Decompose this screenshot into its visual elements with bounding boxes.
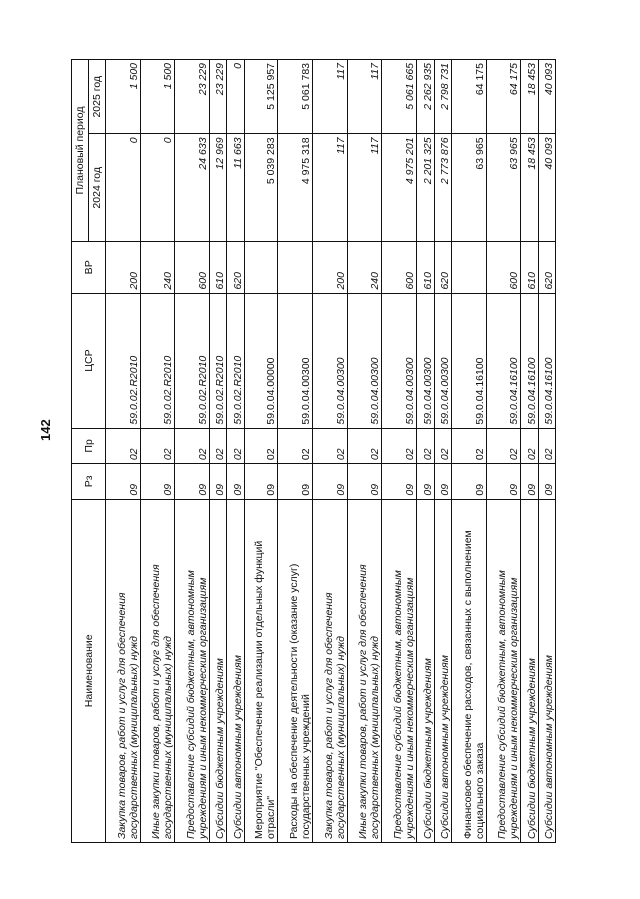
cell-2025: 117 — [313, 60, 348, 134]
cell-rz: 09 — [434, 464, 451, 499]
cell-pr: 02 — [278, 428, 313, 463]
cell-csr: 59.0.04.16100 — [451, 293, 486, 428]
cell-2024: 5 039 283 — [244, 134, 278, 242]
table-row — [244, 60, 278, 843]
cell-vr: 240 — [347, 242, 382, 294]
cell-2025: 1 500 — [140, 60, 175, 134]
cell-name: Закупка товаров, работ и услуг для обеспечения государственных (муниципальных) нужд — [313, 499, 348, 842]
cell-2024: 2 201 325 — [417, 134, 434, 242]
cell-2025: 5 125 957 — [244, 60, 278, 134]
cell-csr: 59.0.02.R2010 — [140, 293, 175, 428]
cell-vr: 620 — [227, 242, 244, 294]
cell-name: Расходы на обеспечение деятельности (оказание услуг) государственных учреждений — [278, 499, 313, 842]
cell-vr: 620 — [434, 242, 451, 294]
cell-rz: 09 — [486, 464, 521, 499]
header-pr: Пр — [72, 428, 106, 463]
cell-rz: 09 — [347, 464, 382, 499]
table-row — [140, 60, 175, 843]
table-row — [210, 60, 227, 843]
cell-2025: 18 453 — [521, 60, 538, 134]
cell-csr: 59.0.04.00300 — [313, 293, 348, 428]
cell-2024: 24 633 — [175, 134, 210, 242]
cell-2024: 2 773 876 — [434, 134, 451, 242]
cell-pr: 02 — [313, 428, 348, 463]
cell-2025: 40 093 — [538, 60, 555, 134]
cell-vr — [278, 242, 313, 294]
cell-pr: 02 — [538, 428, 555, 463]
cell-2024: 117 — [347, 134, 382, 242]
cell-pr: 02 — [451, 428, 486, 463]
cell-vr: 200 — [313, 242, 348, 294]
cell-2024: 18 453 — [521, 134, 538, 242]
cell-2024: 4 975 201 — [382, 134, 417, 242]
cell-name: Предоставление субсидий бюджетным, автономным учреждениям и иным некоммерческим организациям — [486, 499, 521, 842]
table-row — [521, 60, 538, 843]
cell-vr: 600 — [175, 242, 210, 294]
cell-name: Иные закупки товаров, работ и услуг для обеспечения государственных (муниципальных) нужд — [347, 499, 382, 842]
cell-name: Субсидии автономным учреждениям — [227, 499, 244, 842]
table-row — [347, 60, 382, 843]
cell-name: Закупка товаров, работ и услуг для обеспечения государственных (муниципальных) нужд — [106, 499, 141, 842]
cell-2025: 1 500 — [106, 60, 141, 134]
cell-csr: 59.0.04.00000 — [244, 293, 278, 428]
cell-2025: 23 229 — [175, 60, 210, 134]
cell-name: Субсидии бюджетным учреждениям — [210, 499, 227, 842]
cell-2024: 0 — [106, 134, 141, 242]
cell-vr — [451, 242, 486, 294]
cell-csr: 59.0.02.R2010 — [175, 293, 210, 428]
cell-name: Иные закупки товаров, работ и услуг для обеспечения государственных (муниципальных) нужд — [140, 499, 175, 842]
cell-name: Субсидии автономным учреждениям — [434, 499, 451, 842]
cell-2024: 63 965 — [486, 134, 521, 242]
table-header — [72, 60, 106, 843]
cell-rz: 09 — [106, 464, 141, 499]
cell-pr: 02 — [175, 428, 210, 463]
cell-csr: 59.0.04.16100 — [538, 293, 555, 428]
cell-vr: 240 — [140, 242, 175, 294]
table-row — [278, 60, 313, 843]
cell-name: Финансовое обеспечение расходов, связанных с выполнением социального заказа — [451, 499, 486, 842]
cell-vr: 620 — [538, 242, 555, 294]
cell-name: Субсидии бюджетным учреждениям — [417, 499, 434, 842]
cell-rz: 09 — [313, 464, 348, 499]
table-row — [227, 60, 244, 843]
cell-vr: 600 — [486, 242, 521, 294]
cell-2025: 5 061 665 — [382, 60, 417, 134]
cell-pr: 02 — [417, 428, 434, 463]
cell-csr: 59.0.04.16100 — [486, 293, 521, 428]
header-year-2024: 2024 год — [89, 134, 106, 242]
cell-pr: 02 — [210, 428, 227, 463]
table-row — [417, 60, 434, 843]
cell-2025: 0 — [227, 60, 244, 134]
header-vr: ВР — [72, 242, 106, 294]
header-csr: ЦСР — [72, 293, 106, 428]
cell-rz: 09 — [382, 464, 417, 499]
header-planned-period: Плановый период — [72, 60, 89, 242]
cell-rz: 09 — [417, 464, 434, 499]
cell-csr: 59.0.04.00300 — [417, 293, 434, 428]
cell-pr: 02 — [486, 428, 521, 463]
cell-rz: 09 — [175, 464, 210, 499]
cell-2024: 4 975 318 — [278, 134, 313, 242]
cell-vr — [244, 242, 278, 294]
cell-pr: 02 — [434, 428, 451, 463]
cell-vr: 200 — [106, 242, 141, 294]
cell-rz: 09 — [140, 464, 175, 499]
cell-name: Мероприятие "Обеспечение реализации отдельных функций отрасли" — [244, 499, 278, 842]
cell-name: Субсидии автономным учреждениям — [538, 499, 555, 842]
cell-2025: 117 — [347, 60, 382, 134]
table-row — [486, 60, 521, 843]
table-row — [106, 60, 141, 843]
cell-vr: 610 — [521, 242, 538, 294]
header-name: Наименование — [72, 499, 106, 842]
cell-csr: 59.0.04.00300 — [278, 293, 313, 428]
cell-csr: 59.0.02.R2010 — [227, 293, 244, 428]
cell-pr: 02 — [244, 428, 278, 463]
table-row — [434, 60, 451, 843]
cell-pr: 02 — [347, 428, 382, 463]
cell-pr: 02 — [521, 428, 538, 463]
cell-2024: 117 — [313, 134, 348, 242]
cell-csr: 59.0.04.00300 — [382, 293, 417, 428]
table-row — [175, 60, 210, 843]
cell-rz: 09 — [278, 464, 313, 499]
cell-csr: 59.0.04.00300 — [434, 293, 451, 428]
cell-2025: 5 061 783 — [278, 60, 313, 134]
cell-2025: 64 175 — [486, 60, 521, 134]
cell-2025: 2 262 935 — [417, 60, 434, 134]
cell-2025: 64 175 — [451, 60, 486, 134]
header-year-2025: 2025 год — [89, 60, 106, 134]
header-rz: Рз — [72, 464, 106, 499]
cell-name: Субсидии бюджетным учреждениям — [521, 499, 538, 842]
budget-table — [71, 59, 556, 843]
table-body — [106, 60, 556, 843]
cell-2025: 23 229 — [210, 60, 227, 134]
table-row — [382, 60, 417, 843]
budget-table-container — [71, 59, 556, 843]
cell-csr: 59.0.02.R2010 — [210, 293, 227, 428]
cell-csr: 59.0.04.16100 — [521, 293, 538, 428]
table-row — [451, 60, 486, 843]
cell-2024: 0 — [140, 134, 175, 242]
cell-pr: 02 — [106, 428, 141, 463]
cell-rz: 09 — [538, 464, 555, 499]
cell-vr: 610 — [210, 242, 227, 294]
cell-rz: 09 — [521, 464, 538, 499]
cell-2024: 12 969 — [210, 134, 227, 242]
cell-2024: 63 965 — [451, 134, 486, 242]
cell-2024: 11 663 — [227, 134, 244, 242]
cell-csr: 59.0.04.00300 — [347, 293, 382, 428]
cell-name: Предоставление субсидий бюджетным, автономным учреждениям и иным некоммерческим организациям — [175, 499, 210, 842]
cell-rz: 09 — [227, 464, 244, 499]
cell-pr: 02 — [227, 428, 244, 463]
cell-rz: 09 — [210, 464, 227, 499]
cell-2024: 40 093 — [538, 134, 555, 242]
cell-rz: 09 — [244, 464, 278, 499]
cell-csr: 59.0.02.R2010 — [106, 293, 141, 428]
cell-name: Предоставление субсидий бюджетным, автономным учреждениям и иным некоммерческим организациям — [382, 499, 417, 842]
cell-vr: 610 — [417, 242, 434, 294]
cell-2025: 2 798 731 — [434, 60, 451, 134]
page-number: 142 — [38, 419, 53, 441]
cell-pr: 02 — [382, 428, 417, 463]
table-row — [538, 60, 555, 843]
cell-pr: 02 — [140, 428, 175, 463]
table-row — [313, 60, 348, 843]
cell-rz: 09 — [451, 464, 486, 499]
cell-vr: 600 — [382, 242, 417, 294]
